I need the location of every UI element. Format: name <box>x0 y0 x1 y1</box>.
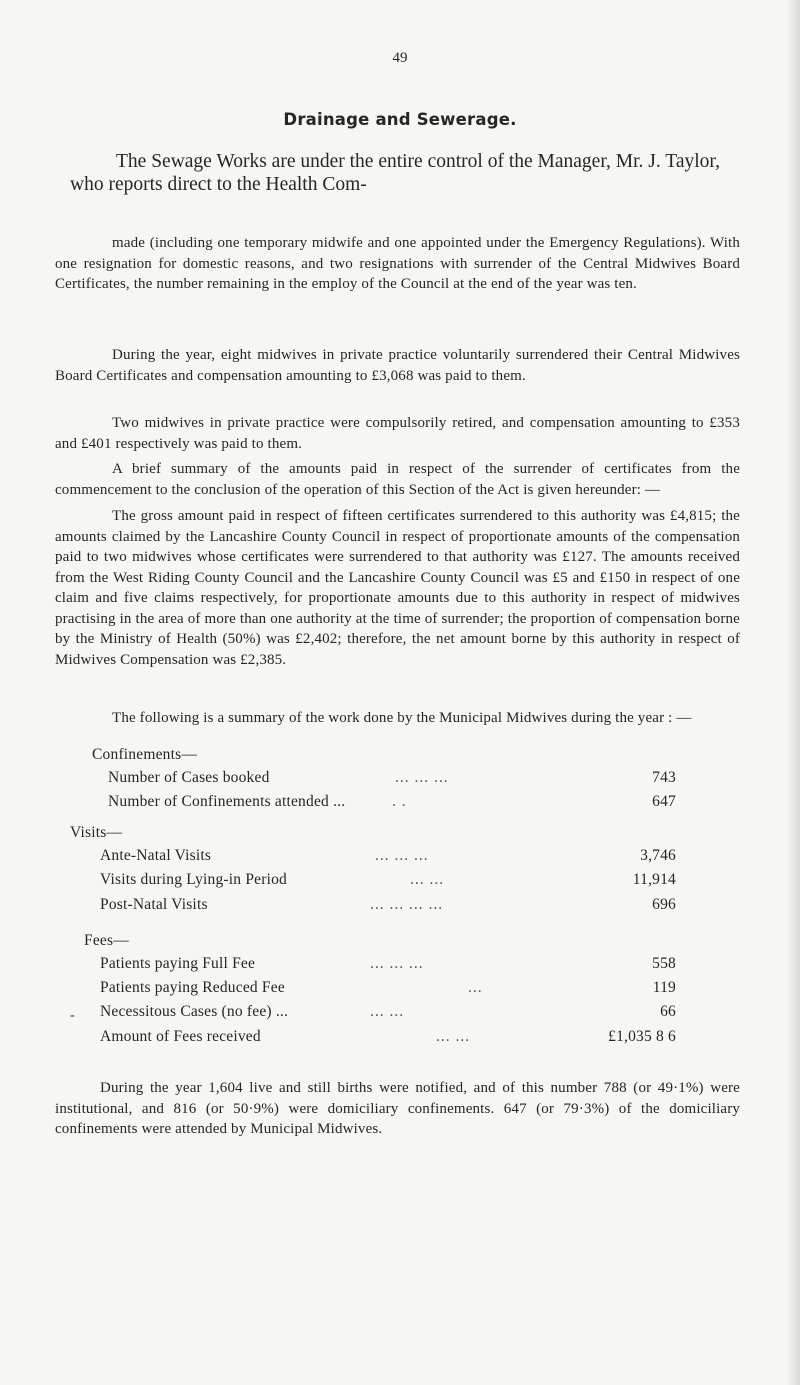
compulsory-retirement-paragraph: Two midwives in private practice were compulsorily retired, and compensation amounting to £353 and £401 respectively was paid to them. <box>55 415 740 452</box>
row-value: 743 <box>652 769 676 786</box>
row-label: Number of Cases booked <box>108 769 270 786</box>
visits-heading: Visits— <box>70 824 123 841</box>
summary-row <box>0 896 800 920</box>
row-label: Visits during Lying-in Period <box>100 871 287 888</box>
row-label: Amount of Fees received <box>100 1028 261 1045</box>
margin-dash: - <box>70 1008 75 1023</box>
summary-intro-paragraph: A brief summary of the amounts paid in respect of the surrender of certificates from the commencement to the conclusion of the operation of this Section of the Act is given hereunder: — <box>55 461 740 498</box>
compensation-details-paragraph: The gross amount paid in respect of fifteen certificates surrendered to this authority was £4,815; the amounts claimed by the Lancashire County Council in respect of proportionate amounts of the compensation paid to two midwives whose certificates were surrendered to that authority was £127. The amounts received from the West Riding County Council and the Lancashire County Council was £5 and £150 in respect of one claim and five claims respectively, for proportionate amounts due to this authority in respect of midwives practising in the area of more than one authority at the time of surrender; the proportion of compensation borne by the Ministry of Health (50%) was £2,402; therefore, the net amount borne by this authority in respect of Midwives Compensation was £2,385. <box>55 508 740 668</box>
row-value: 647 <box>652 793 676 810</box>
summary-row <box>0 955 800 979</box>
row-leader: ... ... ... <box>395 769 449 786</box>
summary-row <box>0 847 800 871</box>
row-value: 558 <box>652 955 676 972</box>
work-summary-intro-paragraph: The following is a summary of the work done by the Municipal Midwives during the year : — <box>112 710 692 726</box>
section-title: Drainage and Sewerage. <box>283 110 517 129</box>
intro-paragraph: The Sewage Works are under the entire control of the Manager, Mr. J. Taylor, who reports direct to the Health Com- <box>70 151 720 195</box>
page-number: 49 <box>392 50 408 66</box>
row-value: 696 <box>652 896 676 913</box>
row-value: £1,035 8 6 <box>608 1028 676 1045</box>
row-leader: ... ... ... ... <box>370 896 444 913</box>
page-edge-shadow <box>786 0 800 1385</box>
row-leader: ... ... ... <box>375 847 429 864</box>
midwives-staff-paragraph: made (including one temporary midwife and one appointed under the Emergency Regulations). With one resignation for domestic reasons, and two resignations with surrender of the Central Midwives Board Certificates, the number remaining in the employ of the Council at the end of the year was ten. <box>55 235 740 292</box>
row-label: Necessitous Cases (no fee) ... <box>100 1003 289 1020</box>
births-paragraph: During the year 1,604 live and still births were notified, and of this number 788 (or 49·1%) were institutional, and 816 (or 50·9%) were domiciliary confinements. 647 (or 79·3%) of the domiciliary confinements were attended by Municipal Midwives. <box>55 1080 740 1137</box>
row-leader: ... ... <box>436 1028 471 1045</box>
row-value: 11,914 <box>632 871 676 888</box>
summary-row <box>0 769 800 793</box>
row-value: 119 <box>652 979 676 996</box>
summary-row <box>0 871 800 895</box>
summary-row <box>0 979 800 1003</box>
row-label: Number of Confinements attended ... <box>108 793 346 810</box>
row-leader: ... <box>468 979 483 996</box>
row-leader: ... ... ... <box>370 955 424 972</box>
summary-row <box>0 1028 800 1052</box>
row-label: Patients paying Reduced Fee <box>100 979 285 996</box>
row-leader: ... ... <box>410 871 445 888</box>
voluntary-surrender-paragraph: During the year, eight midwives in private practice voluntarily surrendered their Central Midwives Board Certificates and compensation amounting to £3,068 was paid to them. <box>55 347 740 384</box>
fees-heading: Fees— <box>84 932 129 949</box>
row-leader: ... ... <box>370 1003 405 1020</box>
row-label: Ante-Natal Visits <box>100 847 212 864</box>
confinements-heading: Confinements— <box>92 746 198 763</box>
row-value: 3,746 <box>640 847 676 864</box>
row-value: 66 <box>660 1003 676 1020</box>
row-leader: . . <box>392 793 407 810</box>
summary-row <box>0 793 800 817</box>
summary-row <box>0 1003 800 1027</box>
row-label: Post-Natal Visits <box>100 896 208 913</box>
row-label: Patients paying Full Fee <box>100 955 256 972</box>
